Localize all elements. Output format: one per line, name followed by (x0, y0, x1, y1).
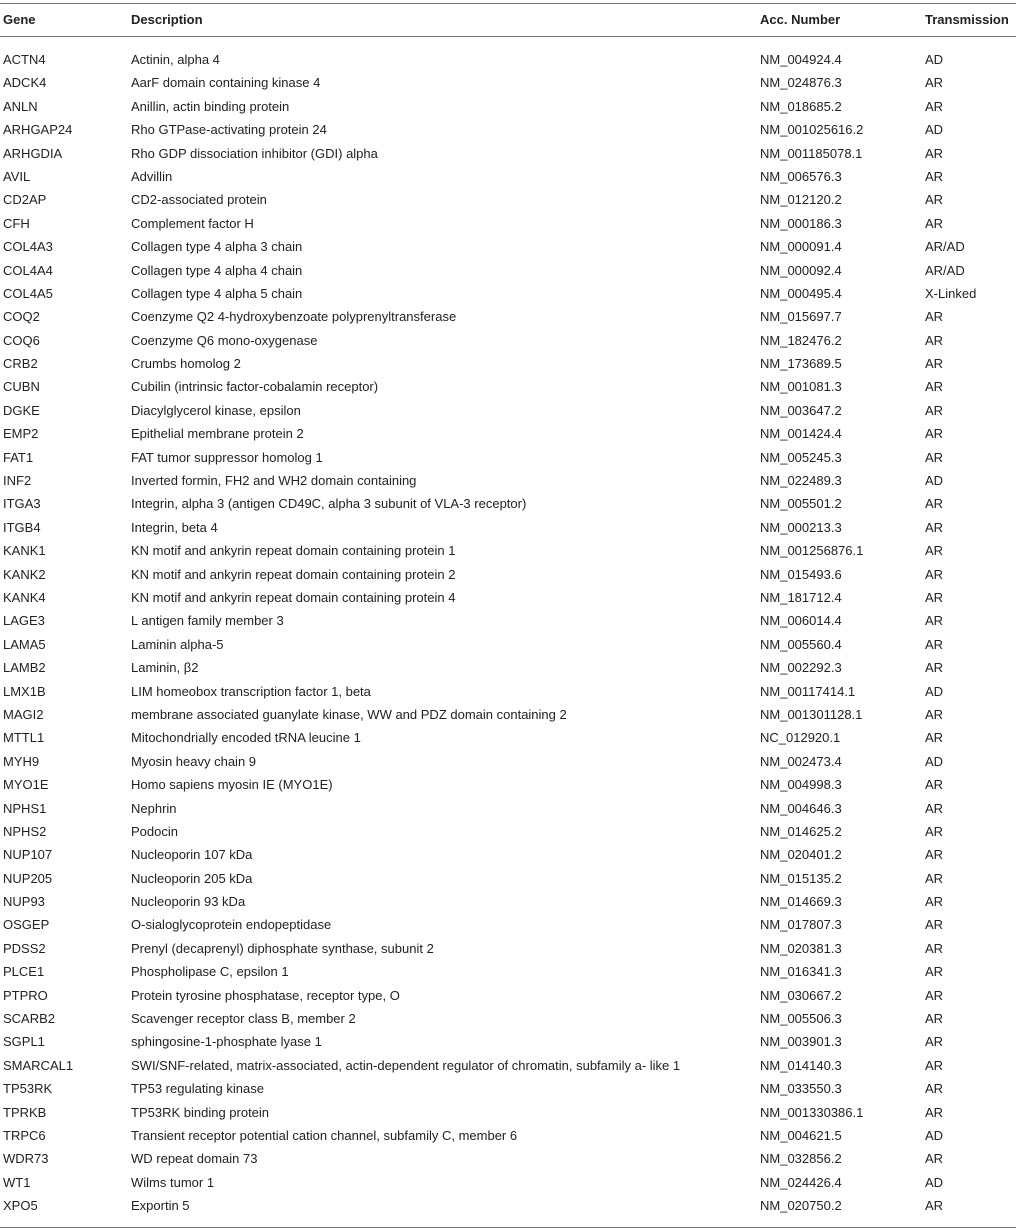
cell-gene: DGKE (3, 402, 40, 418)
cell-gene: ANLN (3, 98, 38, 114)
table-row (0, 1077, 1016, 1100)
cell-gene: PLCE1 (3, 964, 45, 980)
cell-accession: NM_001330386.1 (760, 1104, 864, 1120)
table-row (0, 656, 1016, 679)
table-row (0, 1147, 1016, 1170)
table-row (0, 960, 1016, 983)
cell-transmission: AR (925, 332, 944, 348)
cell-accession: NM_015697.7 (760, 309, 842, 325)
table-row (0, 235, 1016, 258)
table-row (0, 446, 1016, 469)
cell-transmission: AR (925, 566, 944, 582)
cell-description: Exportin 5 (131, 1198, 190, 1214)
cell-description: KN motif and ankyrin repeat domain containing protein 2 (131, 566, 456, 582)
cell-description: Homo sapiens myosin IE (MYO1E) (131, 777, 333, 793)
cell-description: Rho GDP dissociation inhibitor (GDI) alpha (131, 145, 378, 161)
cell-transmission: AR (925, 426, 944, 442)
cell-description: Nephrin (131, 800, 177, 816)
cell-accession: NM_003901.3 (760, 1034, 842, 1050)
cell-accession: NM_024876.3 (760, 75, 842, 91)
table-row (0, 609, 1016, 632)
header-transmission: Transmission (925, 12, 1009, 27)
cell-gene: EMP2 (3, 426, 39, 442)
cell-gene: NUP93 (3, 894, 45, 910)
table-row (0, 516, 1016, 539)
table-row (0, 118, 1016, 141)
cell-description: Coenzyme Q6 mono-oxygenase (131, 332, 318, 348)
cell-description: O-sialoglycoprotein endopeptidase (131, 917, 332, 933)
cell-transmission: AR (925, 1104, 944, 1120)
cell-accession: NM_005245.3 (760, 449, 842, 465)
cell-gene: NUP107 (3, 847, 53, 863)
table-body (0, 48, 1016, 1218)
table-row (0, 633, 1016, 656)
cell-transmission: AR (925, 800, 944, 816)
table-row (0, 422, 1016, 445)
cell-gene: SGPL1 (3, 1034, 45, 1050)
cell-description: Integrin, beta 4 (131, 519, 218, 535)
cell-description: Laminin, β2 (131, 660, 199, 676)
cell-accession: NM_002473.4 (760, 753, 842, 769)
table-row (0, 867, 1016, 890)
cell-description: L antigen family member 3 (131, 613, 284, 629)
cell-accession: NM_033550.3 (760, 1081, 842, 1097)
table-row (0, 469, 1016, 492)
cell-description: Nucleoporin 93 kDa (131, 894, 246, 910)
cell-transmission: AD (925, 122, 944, 138)
cell-gene: PTPRO (3, 987, 48, 1003)
cell-gene: MAGI2 (3, 706, 44, 722)
cell-accession: NM_014669.3 (760, 894, 842, 910)
cell-transmission: AR (925, 543, 944, 559)
cell-transmission: AR (925, 987, 944, 1003)
table-row (0, 797, 1016, 820)
cell-description: Advillin (131, 168, 173, 184)
cell-transmission: AR (925, 1034, 944, 1050)
cell-gene: MTTL1 (3, 730, 45, 746)
cell-description: Scavenger receptor class B, member 2 (131, 1011, 356, 1027)
cell-transmission: AD (925, 683, 944, 699)
cell-transmission: AR (925, 1011, 944, 1027)
cell-accession: NM_001256876.1 (760, 543, 864, 559)
cell-description: Nucleoporin 205 kDa (131, 870, 253, 886)
cell-accession: NM_000092.4 (760, 262, 842, 278)
cell-transmission: AR (925, 964, 944, 980)
cell-description: sphingosine-1-phosphate lyase 1 (131, 1034, 322, 1050)
cell-transmission: AR (925, 917, 944, 933)
cell-gene: NPHS1 (3, 800, 47, 816)
cell-gene: CUBN (3, 379, 40, 395)
cell-transmission: AD (925, 753, 944, 769)
cell-gene: CD2AP (3, 192, 47, 208)
table-header-row (0, 10, 1016, 30)
cell-description: Coenzyme Q2 4-hydroxybenzoate polyprenyltransferase (131, 309, 457, 325)
cell-gene: COQ2 (3, 309, 40, 325)
cell-accession: NM_016341.3 (760, 964, 842, 980)
cell-description: membrane associated guanylate kinase, WW and PDZ domain containing 2 (131, 706, 567, 722)
header-accession: Acc. Number (760, 12, 841, 27)
cell-description: Actinin, alpha 4 (131, 52, 220, 67)
cell-description: Nucleoporin 107 kDa (131, 847, 253, 863)
cell-description: Inverted formin, FH2 and WH2 domain containing (131, 473, 417, 489)
cell-accession: NM_182476.2 (760, 332, 842, 348)
table-row (0, 1101, 1016, 1124)
cell-description: LIM homeobox transcription factor 1, beta (131, 683, 371, 699)
cell-description: AarF domain containing kinase 4 (131, 75, 321, 91)
table-row (0, 586, 1016, 609)
table-row (0, 492, 1016, 515)
cell-gene: LAGE3 (3, 613, 45, 629)
cell-accession: NM_018685.2 (760, 98, 842, 114)
cell-accession: NM_024426.4 (760, 1174, 842, 1190)
cell-transmission: AR (925, 379, 944, 395)
cell-transmission: AR (925, 1057, 944, 1073)
cell-accession: NM_004621.5 (760, 1127, 842, 1143)
cell-description: Diacylglycerol kinase, epsilon (131, 402, 301, 418)
cell-gene: MYH9 (3, 753, 40, 769)
cell-gene: ACTN4 (3, 52, 46, 67)
table-row (0, 1007, 1016, 1030)
table-row (0, 984, 1016, 1007)
cell-accession: NM_00117414.1 (760, 683, 856, 699)
cell-gene: COL4A3 (3, 239, 53, 255)
cell-accession: NM_017807.3 (760, 917, 842, 933)
cell-description: TP53RK binding protein (131, 1104, 270, 1120)
table-row (0, 1124, 1016, 1147)
cell-transmission: AR (925, 449, 944, 465)
cell-accession: NM_000186.3 (760, 215, 842, 231)
cell-transmission: AD (925, 473, 944, 489)
table-row (0, 375, 1016, 398)
cell-gene: LAMA5 (3, 636, 46, 652)
cell-description: Rho GTPase-activating protein 24 (131, 122, 327, 138)
cell-transmission: AD (925, 1127, 944, 1143)
cell-description: Mitochondrially encoded tRNA leucine 1 (131, 730, 361, 746)
cell-description: Prenyl (decaprenyl) diphosphate synthase, subunit 2 (131, 940, 434, 956)
cell-gene: LMX1B (3, 683, 46, 699)
header-gene: Gene (3, 12, 36, 27)
cell-gene: ADCK4 (3, 75, 47, 91)
cell-description: Integrin, alpha 3 (antigen CD49C, alpha 3 subunit of VLA-3 receptor) (131, 496, 527, 512)
cell-description: Transient receptor potential cation channel, subfamily C, member 6 (131, 1127, 518, 1143)
table-row (0, 563, 1016, 586)
table-row (0, 890, 1016, 913)
table-row (0, 165, 1016, 188)
cell-transmission: AD (925, 52, 944, 67)
cell-description: Complement factor H (131, 215, 254, 231)
table-row (0, 773, 1016, 796)
table-row (0, 937, 1016, 960)
cell-accession: NM_001081.3 (760, 379, 842, 395)
cell-transmission: AR (925, 1081, 944, 1097)
cell-accession: NM_012120.2 (760, 192, 842, 208)
cell-transmission: AR (925, 660, 944, 676)
cell-description: Epithelial membrane protein 2 (131, 426, 304, 442)
cell-accession: NM_030667.2 (760, 987, 842, 1003)
cell-gene: SMARCAL1 (3, 1057, 74, 1073)
cell-transmission: AR (925, 519, 944, 535)
cell-gene: COL4A5 (3, 285, 53, 301)
cell-accession: NM_001424.4 (760, 426, 842, 442)
cell-accession: NM_020381.3 (760, 940, 842, 956)
cell-gene: KANK4 (3, 589, 46, 605)
cell-gene: FAT1 (3, 449, 34, 465)
cell-accession: NM_020401.2 (760, 847, 842, 863)
cell-gene: COL4A4 (3, 262, 53, 278)
table-row (0, 1030, 1016, 1053)
cell-transmission: AR (925, 1151, 944, 1167)
table-row (0, 305, 1016, 328)
cell-description: Cubilin (intrinsic factor-cobalamin receptor) (131, 379, 379, 395)
table-row (0, 726, 1016, 749)
cell-accession: NM_004646.3 (760, 800, 842, 816)
cell-transmission: AR/AD (925, 262, 965, 278)
cell-description: Collagen type 4 alpha 4 chain (131, 262, 303, 278)
cell-gene: PDSS2 (3, 940, 46, 956)
table-row (0, 259, 1016, 282)
cell-transmission: AR (925, 215, 944, 231)
cell-transmission: AR (925, 75, 944, 91)
cell-description: Collagen type 4 alpha 3 chain (131, 239, 303, 255)
cell-gene: ARHGDIA (3, 145, 63, 161)
cell-accession: NM_173689.5 (760, 356, 842, 372)
cell-accession: NM_000213.3 (760, 519, 842, 535)
table-row (0, 750, 1016, 773)
cell-transmission: AR (925, 706, 944, 722)
table-row (0, 329, 1016, 352)
cell-gene: CRB2 (3, 356, 38, 372)
cell-accession: NM_014625.2 (760, 823, 842, 839)
cell-description: FAT tumor suppressor homolog 1 (131, 449, 323, 465)
cell-accession: NM_032856.2 (760, 1151, 842, 1167)
cell-accession: NM_020750.2 (760, 1198, 842, 1214)
cell-accession: NM_014140.3 (760, 1057, 842, 1073)
cell-gene: TRPC6 (3, 1127, 46, 1143)
cell-gene: KANK2 (3, 566, 46, 582)
cell-transmission: AR (925, 777, 944, 793)
cell-gene: WDR73 (3, 1151, 49, 1167)
cell-accession: NM_004998.3 (760, 777, 842, 793)
table-bottom-rule (0, 1227, 1016, 1228)
cell-gene: OSGEP (3, 917, 50, 933)
cell-transmission: AR (925, 192, 944, 208)
table-row (0, 539, 1016, 562)
cell-accession: NM_015135.2 (760, 870, 842, 886)
cell-gene: LAMB2 (3, 660, 46, 676)
cell-gene: SCARB2 (3, 1011, 56, 1027)
cell-gene: TP53RK (3, 1081, 53, 1097)
table-row (0, 282, 1016, 305)
table-top-rule (0, 3, 1016, 4)
table-row (0, 680, 1016, 703)
cell-description: Crumbs homolog 2 (131, 356, 241, 372)
cell-transmission: AR (925, 894, 944, 910)
cell-accession: NM_001301128.1 (760, 706, 863, 722)
cell-description: KN motif and ankyrin repeat domain containing protein 1 (131, 543, 456, 559)
cell-accession: NM_005501.2 (760, 496, 842, 512)
cell-accession: NM_002292.3 (760, 660, 842, 676)
cell-accession: NM_000091.4 (760, 239, 842, 255)
table-header-rule (0, 36, 1016, 37)
table-row (0, 820, 1016, 843)
cell-transmission: AR (925, 730, 944, 746)
cell-transmission: AR (925, 356, 944, 372)
cell-accession: NM_000495.4 (760, 285, 842, 301)
cell-accession: NC_012920.1 (760, 730, 841, 746)
cell-accession: NM_003647.2 (760, 402, 842, 418)
cell-transmission: AR (925, 309, 944, 325)
cell-accession: NM_006014.4 (760, 613, 842, 629)
cell-description: Phospholipase C, epsilon 1 (131, 964, 289, 980)
table-row (0, 188, 1016, 211)
table-row (0, 48, 1016, 71)
cell-gene: COQ6 (3, 332, 40, 348)
table-row (0, 913, 1016, 936)
cell-gene: WT1 (3, 1174, 31, 1190)
cell-transmission: AR (925, 940, 944, 956)
cell-accession: NM_015493.6 (760, 566, 842, 582)
cell-description: Podocin (131, 823, 178, 839)
cell-description: Laminin alpha-5 (131, 636, 224, 652)
cell-transmission: AR/AD (925, 239, 965, 255)
cell-gene: INF2 (3, 473, 32, 489)
cell-transmission: AR (925, 496, 944, 512)
cell-gene: AVIL (3, 168, 31, 184)
cell-transmission: AD (925, 1174, 944, 1190)
cell-transmission: AR (925, 823, 944, 839)
cell-accession: NM_001185078.1 (760, 145, 863, 161)
cell-transmission: AR (925, 847, 944, 863)
cell-gene: KANK1 (3, 543, 46, 559)
cell-description: WD repeat domain 73 (131, 1151, 258, 1167)
table-row (0, 95, 1016, 118)
cell-gene: CFH (3, 215, 30, 231)
table-row (0, 1171, 1016, 1194)
cell-transmission: AR (925, 636, 944, 652)
cell-gene: ITGA3 (3, 496, 41, 512)
table-row (0, 71, 1016, 94)
cell-transmission: AR (925, 145, 944, 161)
cell-transmission: AR (925, 98, 944, 114)
cell-description: KN motif and ankyrin repeat domain containing protein 4 (131, 589, 456, 605)
cell-transmission: AR (925, 613, 944, 629)
cell-gene: MYO1E (3, 777, 49, 793)
cell-accession: NM_005506.3 (760, 1011, 842, 1027)
table-row (0, 212, 1016, 235)
cell-accession: NM_001025616.2 (760, 122, 864, 138)
table-row (0, 843, 1016, 866)
cell-description: Wilms tumor 1 (131, 1174, 215, 1190)
cell-accession: NM_005560.4 (760, 636, 842, 652)
table-row (0, 142, 1016, 165)
cell-description: Anillin, actin binding protein (131, 98, 290, 114)
table-row (0, 1194, 1016, 1217)
cell-gene: TPRKB (3, 1104, 47, 1120)
cell-description: SWI/SNF-related, matrix-associated, actin-dependent regulator of chromatin, subfamily a- like 1 (131, 1057, 681, 1073)
cell-description: Myosin heavy chain 9 (131, 753, 257, 769)
cell-gene: XPO5 (3, 1198, 38, 1214)
cell-description: CD2-associated protein (131, 192, 267, 208)
cell-description: Protein tyrosine phosphatase, receptor type, O (131, 987, 400, 1003)
cell-transmission: X-Linked (925, 285, 977, 301)
cell-gene: NUP205 (3, 870, 53, 886)
cell-transmission: AR (925, 589, 944, 605)
header-description: Description (131, 12, 203, 27)
cell-description: TP53 regulating kinase (131, 1081, 264, 1097)
cell-transmission: AR (925, 870, 944, 886)
table-row (0, 399, 1016, 422)
cell-transmission: AR (925, 402, 944, 418)
table-row (0, 703, 1016, 726)
cell-accession: NM_004924.4 (760, 52, 842, 67)
cell-accession: NM_006576.3 (760, 168, 842, 184)
cell-accession: NM_181712.4 (760, 589, 842, 605)
cell-accession: NM_022489.3 (760, 473, 842, 489)
table-row (0, 1054, 1016, 1077)
cell-transmission: AR (925, 1198, 944, 1214)
cell-gene: ARHGAP24 (3, 122, 73, 138)
cell-description: Collagen type 4 alpha 5 chain (131, 285, 303, 301)
table-row (0, 352, 1016, 375)
cell-transmission: AR (925, 168, 944, 184)
cell-gene: ITGB4 (3, 519, 41, 535)
cell-gene: NPHS2 (3, 823, 47, 839)
